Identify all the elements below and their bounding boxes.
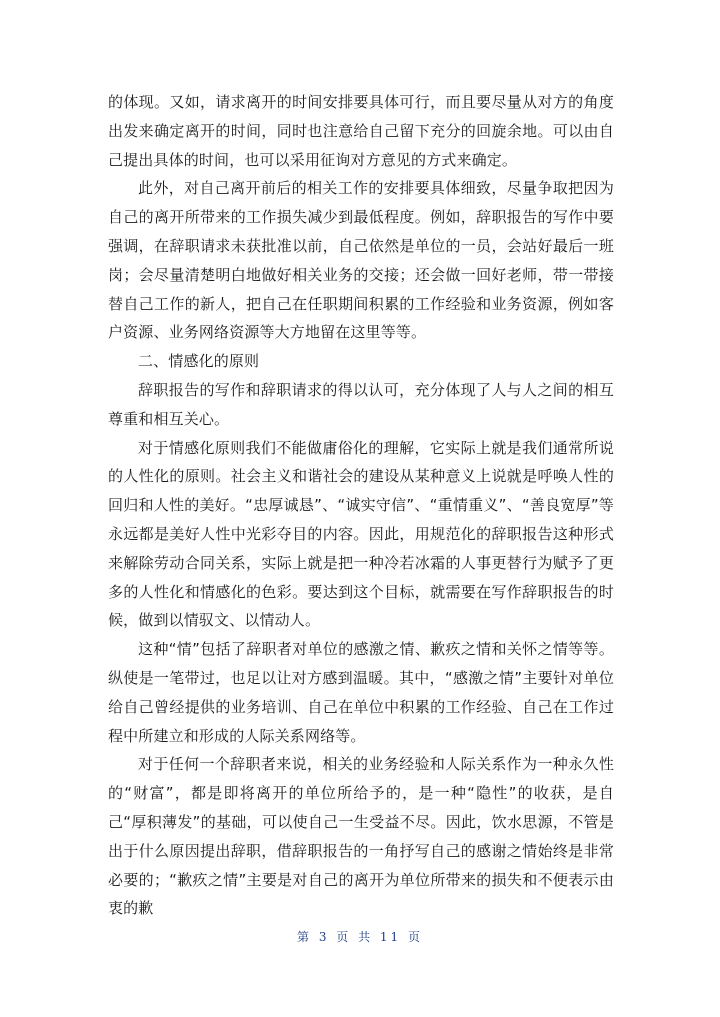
page-number-footer: 第 3 页 共 11 页 xyxy=(297,930,423,944)
paragraph-gratitude: 对于任何一个辞职者来说，相关的业务经验和人际关系作为一种永久性的“财富”，都是即将离开的单位所给予的，是一种“隐性”的收获，是自己“厚积薄发”的基础，可以使自己一生受益不尽。因此，饮水思源，不管是出于什么原因提出辞职，借辞职报告的一角抒写自己的感谢之情始终是非常必要的；“歉疚之情”主要是对自己的离开为单位所带来的损失和不便表示由衷的歉 xyxy=(108,755,614,918)
paragraph-feelings: 这种“情”包括了辞职者对单位的感激之情、歉疚之情和关怀之情等等。纵使是一笔带过，也足以让对方感到温暖。其中，“感激之情”主要针对单位给自己曾经提供的业务培训、自己在单位中积累的工作经验、自己在工作过程中所建立和形成的人际关系网络等。 xyxy=(108,640,614,745)
paragraph-work-arrangement: 此外，对自己离开前后的相关工作的安排要具体细致，尽量争取把因为自己的离开所带来的工作损失减少到最低程度。例如，辞职报告的写作中要强调，在辞职请求未获批准以前，自己依然是单位的一员，会站好最后一班岗；会尽量清楚明白地做好相关业务的交接；还会做一回好老师，带一带接替自己工作的新人，把自己在任职期间积累的工作经验和业务资源，例如客户资源、业务网络资源等大方地留在这里等等。 xyxy=(108,179,614,342)
paragraph-continuation: 的体现。又如，请求离开的时间安排要具体可行，而且要尽量从对方的角度出发来确定离开的时间，同时也注意给自己留下充分的回旋余地。可以由自己提出具体的时间，也可以采用征询对方意见的方式来确定。 xyxy=(108,93,614,169)
document-body xyxy=(108,88,614,923)
section-heading-emotional-principle: 二、情感化的原则 xyxy=(138,352,260,371)
paragraph-humanization: 对于情感化原则我们不能做庸俗化的理解，它实际上就是我们通常所说的人性化的原则。社会主义和谐社会的建设从某种意义上说就是呼唤人性的回归和人性的美好。“忠厚诚恳”、“诚实守信”、“重情重义”、“善良宽厚”等永远都是美好人性中光彩夺目的内容。因此，用规范化的辞职报告这种形式来解除劳动合同关系，实际上就是把一种冷若冰霜的人事更替行为赋予了更多的人性化和情感化的色彩。要达到这个目标，就需要在写作辞职报告的时候，做到以情驭文、以情动人。 xyxy=(108,438,614,630)
paragraph-mutual-respect: 辞职报告的写作和辞职请求的得以认可，充分体现了人与人之间的相互尊重和相互关心。 xyxy=(108,380,614,428)
